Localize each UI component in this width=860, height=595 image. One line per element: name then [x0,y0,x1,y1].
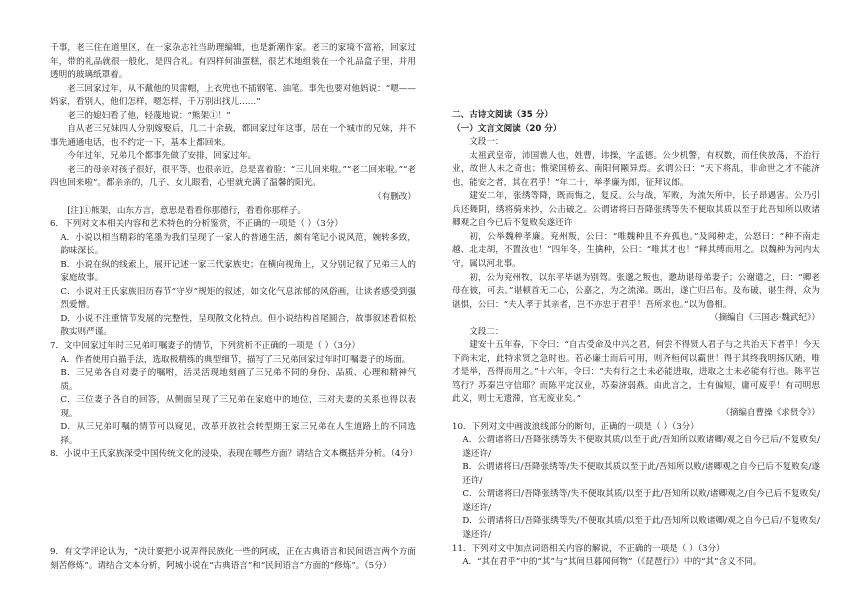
subsection-title: （一）文言文阅读（20 分） [452,123,562,134]
question-10-option-d: D．公谓诸将曰/吾降张绣等失/不便取其质/以至于此/吾知所以败诸卿/观之自今已后/不复败矣/遂还许/ [462,516,820,540]
question-10-option-b: B．公谓诸将曰/吾降张绣等/失不便取其质以至于此/吾知所以败/诸卿观之自今已后不复败矣/遂还许/ [462,462,820,486]
question-11-option-a: A．“其在君乎”中的“其”与“其间旦暮闻何物”（《琵琶行》）中的“其”含义不同。 [462,557,762,568]
text2-source: （摘编自曹操《求贤令》） [721,408,820,419]
question-10-stem: 10．下列对文中画波浪线部分的断句，正确的一项是（ ）（3分） [452,421,699,432]
question-6-option-a: A．小说以相当精彩的笔墨为我们呈现了一家人的普通生活，颇有笔记小说风范，婉转多致，韵味深长。 [60,232,416,257]
footnote: [注]①熊架，山东方言，意思是看看你那德行，看看你那样子。 [67,205,306,216]
text1-paragraph: 初，公举魏种孝廉。兖州叛，公曰：“唯魏种且不弃孤也。”及闻种走，公怒曰：“种不南走越、北走胡，不置汝也！”四年冬，生擒种，公曰：“唯其才也！”释其缚而用之。以魏种为河内太守，属以河北事。 [452,231,820,270]
question-6-stem: 6．下列对文本相关内容和艺术特色的分析鉴赏，不正确的一项是（ ）（3分） [50,219,343,230]
text1-source: （摘编自《三国志·魏武纪》） [709,313,820,324]
story-paragraph: 老三的媳妇看了他，轻蔑地说：“熊架①！” [67,110,231,121]
section-title: 二、古诗文阅读（35 分） [452,110,553,120]
story-paragraph: 老三的母亲对孩子很好，很平等，也很亲近，总是喜着脸：“三儿回来啦。”“老二回来啦。”“老四也回来啦”。都亲亲的，几子、女儿眼看，心里就充满了温馨的阳光。 [50,164,416,189]
text2-paragraph: 建安十五年春，下令曰：“自古受命及中兴之君，何尝不得贤人君子与之共治天下者乎！今天下尚未定，此特求贤之急时也。若必廉士而后可用，则齐桓何以霸世！得于其终我明扬仄陋，唯才是举，吾得而用之。”十六年，令曰：“夫有行之士未必能进取，进取之士未必能有行也。陈平岂笃行？苏秦岂守信耶？而陈平定汉业，苏秦济弱燕。由此言之，士有偏短，庸可废乎！有司明思此义，则士无遗滞，官无废业矣。” [452,340,820,405]
question-7-option-d: D．从三兄弟叮嘱的情节可以窥见，改革开放社会转型期王家三兄弟在人生道路上的不同选择。 [60,422,416,446]
text1-paragraph: 建安二年，张绣等降，既而悔之，复反。公与战，军败，为流矢所中，长子昂遇害。公乃引兵还舞阴，绣将骑来抄，公击破之。公谓诸将曰吾降张绣等失不便取其质以至于此吾知所以败诸卿观之自今已后不复败矣遂还许 [452,191,820,229]
text2-label: 文段二： [469,326,504,337]
question-10-option-c: C．公谓诸将曰/吾降张绣等/失不便取其质/以至于此/吾知所以败/诸卿观之/自今已后不复败矣/遂还许/ [462,489,820,513]
question-7-option-c: C．三位妻子各自的回答，从侧面呈现了三兄弟在家庭中的地位，三对夫妻的关系也得以表现。 [60,395,416,419]
answer-space [50,462,416,546]
question-6-option-d: D．小说不注重情节发展的完整性，呈现散文化特点。但小说结构首尾圆合，故事叙述看似松散实则严谨。 [60,313,416,338]
text1-paragraph: 初，公为兖州牧，以东平毕谌为别驾。张邈之叛也，邀劫谌母弟妻子；公谢遣之，曰：“卿老母在彼，可去。”谌顿首无二心，公嘉之，为之流涕。既出，遂亡归吕布。及布破，谌生得，众为谌惧，公曰：“夫人孝于其亲者，岂不亦忠于君乎！吾所求也。”以为鲁相。 [452,272,820,310]
question-7-option-a: A．作者使用白描手法，选取极精练的典型细节，描写了三兄弟回家过年时叮嘱妻子的场面。 [60,354,411,365]
story-paragraph: 自从老三兄妹四人分别嫁娶后，几二十余载，都回家过年这事，居在一个城市的兄妹，并不事先通通电话，也不约定一下，基本上都回来。 [50,124,416,148]
story-paragraph: 老三回家过年，从不戴他的贝雷帽，上衣兜也不插钢笔、油笔。事先也要对他妈说：“嗯——妈家，看别人，他们怎样，嗯怎样，千万别出找儿……” [50,83,416,108]
left-column [50,42,416,573]
question-6-option-c: C．小说对王氏家族旧历春节“守岁”规矩的叙述，如文化气息浓郁的风俗画，让读者感受到强烈爱憎。 [60,286,416,311]
text1-label: 文段一： [469,137,504,148]
question-7-stem: 7．文中回家过年时三兄弟叮嘱妻子的情节，下列赏析不正确的一项是（ ）（3分） [50,341,361,352]
question-7-option-b: B．三兄弟各自对妻子的嘱咐，活灵活现地刻画了三兄弟不同的身份、品质、心理和精神气质。 [60,368,416,392]
question-9: 9．有文学评论认为，“决计要把小说弄得民族化一些的阿成，正在古典语言和民间语言两个方面刻苦修炼”。请结合文本分析，阿城小说在“古典语言”和“民间语言”方面的“修炼”。（5分） [50,546,416,571]
question-8: 8．小说中王氏家族深受中国传统文化的浸染，表现在哪些方面？请结合文本概括并分析。（4分） [50,449,418,460]
question-10-option-a: A．公谓诸将曰/吾降张绣等失不便取其质/以至于此/吾知所以败诸卿/观之自今已后/不复败矣/遂还许/ [462,435,820,459]
question-11-stem: 11．下列对文中加点词语相关内容的解说，不正确的一项是（ ）（3分） [452,543,725,554]
story-paragraph: 今年过年，兄弟几个都事先做了安排，回家过年。 [67,151,257,162]
story-source: （有删改） [373,192,416,203]
right-column [452,109,820,570]
question-6-option-b: B．小说在纵的线索上，展开记述一家三代家族史；在横向视角上，又分别记叙了兄弟三人的家庭故事。 [60,259,416,284]
text1-paragraph: 太祖武皇帝，沛国谯人也，姓曹，讳操，字孟德。公少机警，有权数，而任侠放荡，不治行业，故世人未之奇也；惟梁国桥玄、南阳何颙异焉。玄谓公曰：“天下将乱，非命世之才不能济也，能安之者，其在君乎！”年二十，举孝廉为郎，征拜议郎。 [452,150,820,188]
story-paragraph: 千事，老三住在道里区，在一家杂志社当助理编辑，也是新潮作家。老三的家境不富裕，回家过年，带的礼品就很一般化，是四合礼。有四样何油蛋糕，很艺术地组装在一个礼品盒子里，并用透明的玻璃纸罩着。 [50,43,416,81]
